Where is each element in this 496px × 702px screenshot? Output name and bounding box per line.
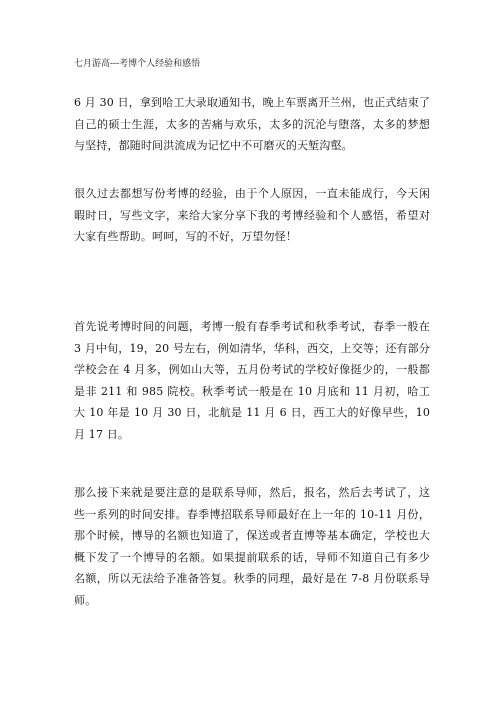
document-title: 七月游高---考博个人经验和感悟 (74, 59, 201, 69)
paragraph-intro: 很久过去都想写份考博的经验，由于个人原因，一直未能成行，今天闲暇时日，写些文字，来给大家分享下我的考博经验和个人感悟，希望对大家有些帮助。呵呵，写的不好，万望勿怪！ (74, 187, 430, 243)
paragraph-exam-timing: 首先说考博时间的问题，考博一般有春季考试和秋季考试，春季一般在 3 月中旬，19，20 号左右，例如清华，华科，西交，上交等；还有部分学校会在 4 月多，例如山大等，五月份考试的学校好像挺少的，一般都是非 211 和 985 院校。秋季考试一般是在 10 月底和 11 月初，哈工大 10 年是 10 月 30 日，北航是 11 月 6 日，西工大的好像早些，10 月 17 日。 (74, 320, 430, 441)
paragraph-admission-notice: 6 月 30 日，拿到哈工大录取通知书，晚上车票离开兰州，也正式结束了自己的硕士生涯，太多的苦痛与欢乐，太多的沉沦与堕落，太多的梦想与坚持，都随时间洪流成为记忆中不可磨灭的天堑沟壑。 (74, 96, 430, 152)
paragraph-contact-advisor: 那么接下来就是要注意的是联系导师，然后，报名，然后去考试了，这些一系列的时间安排。春季博招联系导师最好在上一年的 10-11 月份，那个时候，博导的名额也知道了，保送或者直博等基本确定，学校也大概下发了一个博导的名额。如果提前联系的话，导师不知道自己有多少名额，所以无法给予准备答复。秋季的同理，最好是在 7-8 月份联系导师。 (74, 486, 430, 607)
